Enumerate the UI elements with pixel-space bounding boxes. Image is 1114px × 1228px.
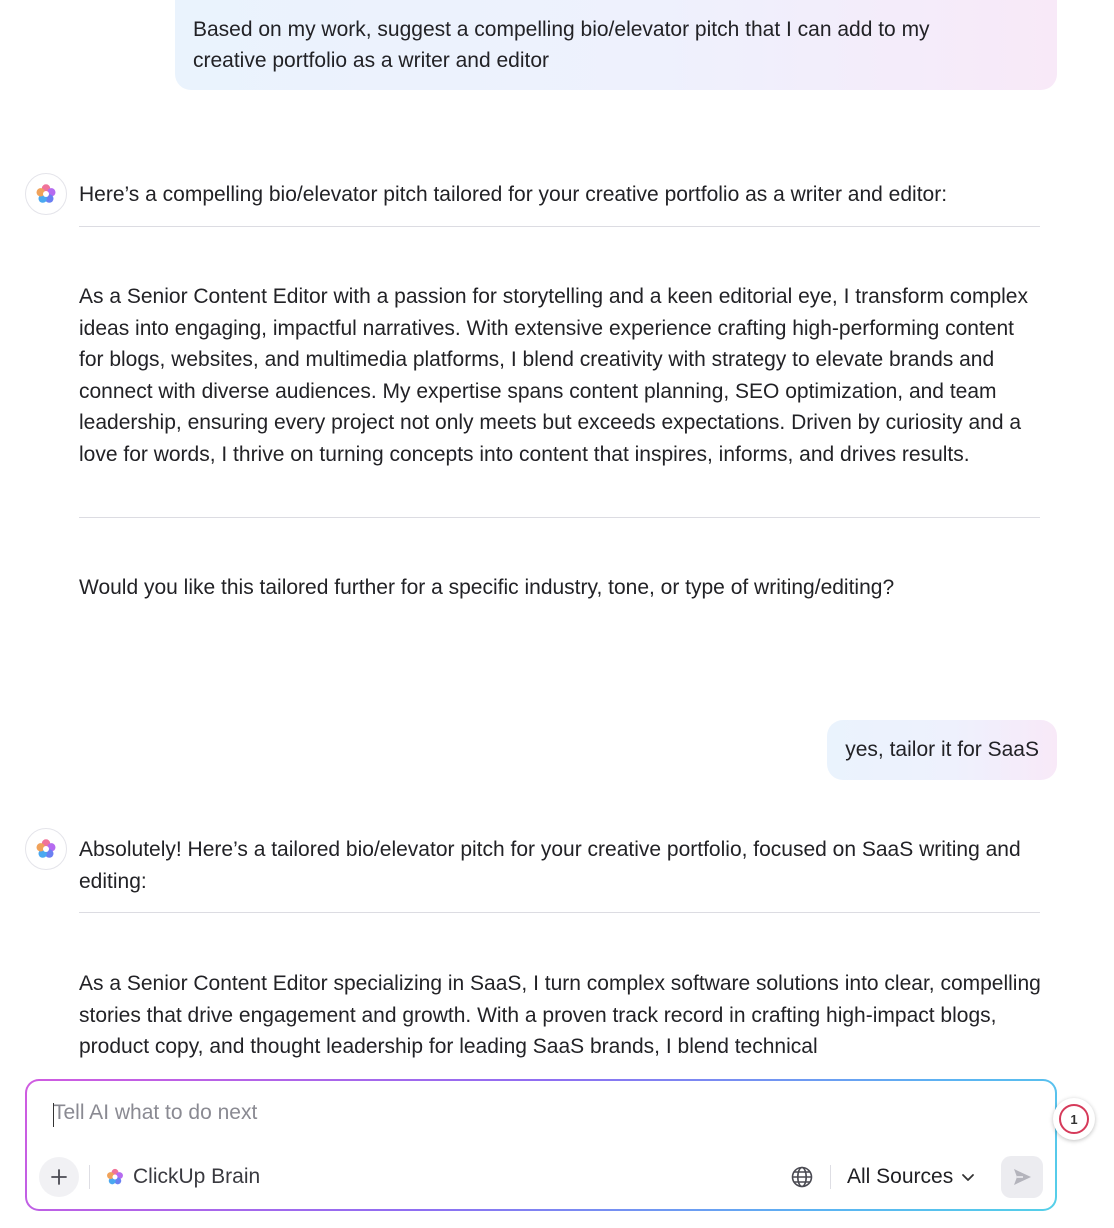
user-message — [175, 0, 1057, 90]
composer — [25, 1079, 1057, 1211]
divider — [79, 912, 1040, 913]
user-message-line: creative portfolio as a writer and editor — [193, 49, 550, 72]
notification-count: 1 — [1059, 1104, 1089, 1134]
user-message — [827, 720, 1057, 780]
sources-dropdown[interactable] — [847, 1161, 975, 1193]
chevron-down-icon — [961, 1170, 975, 1184]
ai-message-pitch: As a Senior Content Editor specializing in SaaS, I turn complex software solutions into clear, compelling stories that drive engagement and growth. With a proven track record in crafting high-impact blogs, product copy, and thought leadership for leading SaaS brands, I blend technical — [79, 972, 1041, 1058]
ai-message-followup: Would you like this tailored further for a specific industry, tone, or type of writing/editing? — [79, 576, 895, 599]
web-search-toggle[interactable] — [789, 1164, 815, 1190]
clickup-brain-button[interactable] — [105, 1161, 260, 1193]
notification-badge[interactable] — [1053, 1098, 1095, 1140]
clickup-brain-flower-icon — [34, 837, 58, 861]
ai-message-pitch: As a Senior Content Editor with a passion for storytelling and a keen editorial eye, I transform complex ideas into engaging, impactful narratives. With extensive experience crafting high-performing content for blogs, websites, and multimedia platforms, I blend creativity with strategy to elevate brands and connect with diverse audiences. My expertise spans content planning, SEO optimization, and team leadership, ensuring every project not only meets but exceeds expectations. Driven by curiosity and a love for words, I thrive on turning concepts into content that inspires, informs, and drives results. — [79, 285, 1028, 466]
ai-avatar — [25, 173, 67, 215]
user-message-text: yes, tailor it for SaaS — [845, 738, 1039, 761]
plus-icon — [50, 1168, 68, 1186]
composer-inner — [27, 1081, 1055, 1209]
clickup-brain-flower-icon — [34, 182, 58, 206]
divider — [89, 1165, 90, 1189]
ai-avatar — [25, 828, 67, 870]
ai-message-intro: Here’s a compelling bio/elevator pitch tailored for your creative portfolio as a writer and editor: — [79, 183, 948, 206]
send-icon — [1011, 1166, 1033, 1188]
clickup-brain-label: ClickUp Brain — [133, 1165, 261, 1188]
divider — [830, 1165, 831, 1189]
ai-message-intro: Absolutely! Here’s a tailored bio/elevator pitch for your creative portfolio, focused on SaaS writing and editing: — [79, 838, 1021, 893]
add-attachment-button[interactable] — [39, 1157, 79, 1197]
clickup-brain-flower-icon — [105, 1167, 125, 1187]
text-caret — [53, 1103, 54, 1127]
send-button[interactable] — [1001, 1156, 1043, 1198]
sources-label: All Sources — [847, 1165, 954, 1188]
globe-icon — [789, 1164, 815, 1190]
divider — [79, 226, 1040, 227]
user-message-line: Based on my work, suggest a compelling bio/elevator pitch that I can add to my — [193, 18, 930, 41]
divider — [79, 517, 1040, 518]
prompt-input[interactable] — [53, 1101, 953, 1125]
